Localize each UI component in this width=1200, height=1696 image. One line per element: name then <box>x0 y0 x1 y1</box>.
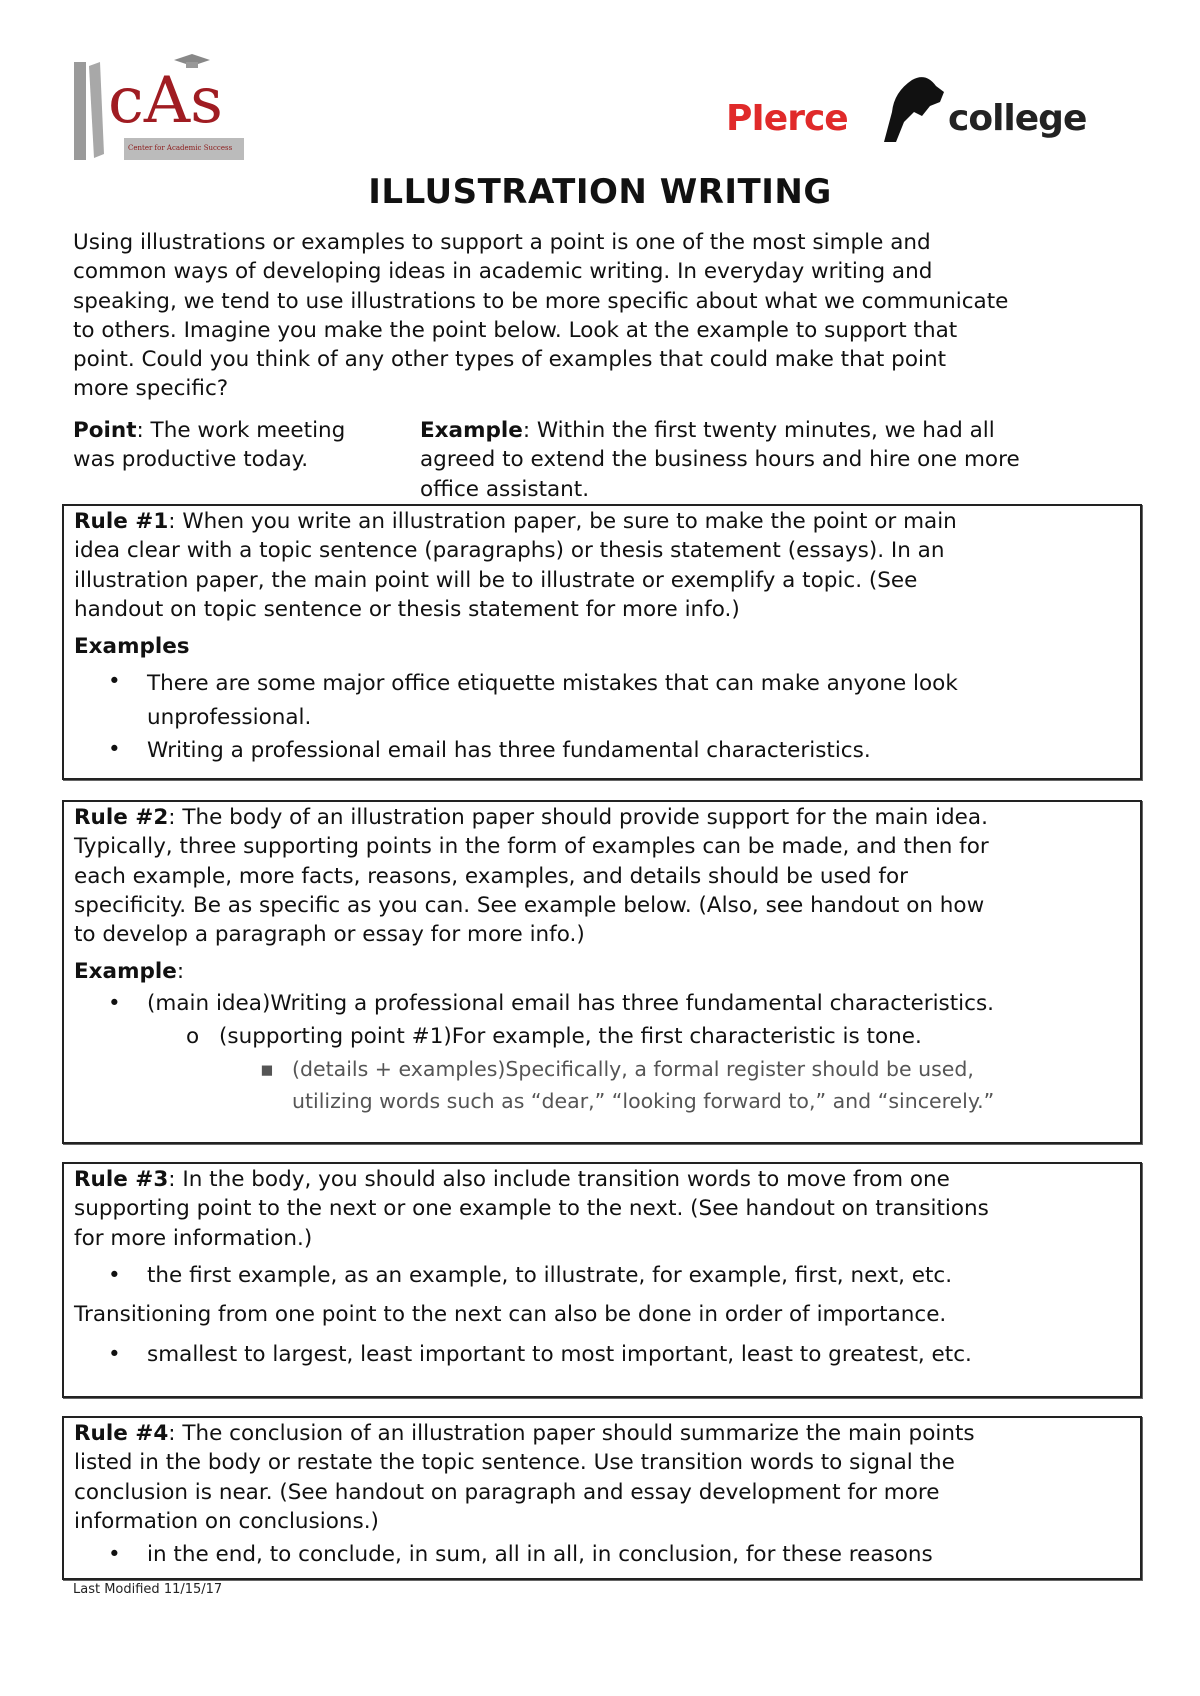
pierce-word: PIerce <box>726 98 848 139</box>
rule-text: for more information.) <box>74 1225 313 1251</box>
bullet-text: Writing a professional email has three fundamental characteristics. <box>147 738 871 764</box>
rule-text: Transitioning from one point to the next can also be done in order of importance. <box>74 1301 947 1327</box>
bison-icon <box>874 72 954 144</box>
page-title: ILLUSTRATION WRITING <box>368 172 832 212</box>
rule-4-box <box>62 1416 1142 1580</box>
rule-text: illustration paper, the main point will be to illustrate or exemplify a topic. (See <box>74 567 918 593</box>
example-heading: Example <box>74 959 177 985</box>
bullet-text: (details + examples)Specifically, a formal register should be used, <box>292 1056 974 1081</box>
intro-line: Using illustrations or examples to support a point is one of the most simple and <box>73 230 931 255</box>
last-modified: Last Modified 11/15/17 <box>73 1582 223 1597</box>
square-bullet-icon: ▪ <box>260 1056 274 1081</box>
rule-text: handout on topic sentence or thesis statement for more info.) <box>74 596 740 622</box>
rule-2-box <box>62 800 1142 1144</box>
college-word: college <box>948 98 1087 139</box>
intro-line: more specific? <box>73 376 229 402</box>
list-item-level-2 <box>74 1020 994 1053</box>
bullet-icon: • <box>108 1542 121 1568</box>
rule-text: each example, more facts, reasons, examples, and details should be used for <box>74 863 908 889</box>
rule-text: supporting point to the next or one example to the next. (See handout on transitions <box>74 1196 989 1222</box>
point-text: was productive today. <box>73 447 309 473</box>
rule-text: specificity. Be as specific as you can. See example below. (Also, see handout on how <box>74 892 985 918</box>
bullet-text: the first example, as an example, to illustrate, for example, first, next, etc. <box>147 1262 953 1288</box>
bullet-text: in the end, to conclude, in sum, all in all, in conclusion, for these reasons <box>147 1542 933 1568</box>
point-column <box>73 416 345 475</box>
example-text: agreed to extend the business hours and hire one more <box>420 447 1020 473</box>
point-label: Point <box>73 418 137 443</box>
colon: : <box>176 959 185 985</box>
rule-text: : The body of an illustration paper should provide support for the main idea. <box>168 805 988 830</box>
rule-label: Rule #2 <box>74 805 169 830</box>
intro-line: common ways of developing ideas in academic writing. In everyday writing and <box>73 259 933 285</box>
bullet-text: utilizing words such as “dear,” “looking forward to,” and “sincerely.” <box>292 1088 995 1113</box>
intro-line: to others. Imagine you make the point below. Look at the example to support that <box>73 317 958 343</box>
rule-label: Rule #4 <box>74 1421 169 1446</box>
bullet-text: There are some major office etiquette mistakes that can make anyone look <box>147 671 958 697</box>
pierce-college-logo <box>726 72 1116 152</box>
bullet-icon: • <box>108 737 121 763</box>
list-item <box>74 667 958 735</box>
rule-3-box <box>62 1162 1142 1398</box>
list-item <box>74 735 958 767</box>
bullet-icon: • <box>108 1262 121 1288</box>
cas-subtitle: Center for Academic Success <box>128 144 233 152</box>
rule-1-box <box>62 504 1142 780</box>
list-item <box>74 1336 989 1374</box>
rule-text: idea clear with a topic sentence (paragraphs) or thesis statement (essays). In an <box>74 538 945 564</box>
rule-text: listed in the body or restate the topic sentence. Use transition words to signal the <box>74 1450 955 1476</box>
rule-text: : The conclusion of an illustration paper should summarize the main points <box>168 1421 975 1446</box>
rule-text: conclusion is near. (See handout on paragraph and essay development for more <box>74 1479 940 1505</box>
example-text: office assistant. <box>420 476 590 502</box>
bullet-text: (supporting point #1)For example, the first characteristic is tone. <box>219 1023 922 1049</box>
bullet-text: (main idea)Writing a professional email has three fundamental characteristics. <box>147 990 995 1016</box>
example-column <box>420 416 1020 504</box>
example-text: : Within the first twenty minutes, we had all <box>522 418 995 443</box>
list-item-level-1 <box>74 987 994 1020</box>
rule-text: to develop a paragraph or essay for more info.) <box>74 922 585 948</box>
rule-text: Typically, three supporting points in the form of examples can be made, and then for <box>74 834 989 860</box>
circle-bullet-icon: o <box>186 1023 200 1049</box>
intro-line: point. Could you think of any other types of examples that could make that point <box>73 347 946 373</box>
list-item-level-3 <box>74 1053 994 1117</box>
bullet-icon: • <box>108 990 121 1016</box>
cas-letters: cAs <box>108 64 223 138</box>
bullet-icon: • <box>108 1341 121 1367</box>
point-text: : The work meeting <box>136 418 346 443</box>
example-label: Example <box>420 418 523 443</box>
bullet-text: smallest to largest, least important to most important, least to greatest, etc. <box>147 1341 972 1367</box>
bullet-icon: • <box>108 669 121 695</box>
list-item <box>74 1258 989 1294</box>
list-item <box>74 1536 975 1574</box>
rule-text: information on conclusions.) <box>74 1508 379 1534</box>
bullet-text: unprofessional. <box>147 705 312 731</box>
rule-label: Rule #3 <box>74 1167 169 1192</box>
intro-paragraph <box>73 228 1008 404</box>
intro-line: speaking, we tend to use illustrations to be more specific about what we communicate <box>73 288 1009 314</box>
examples-heading: Examples <box>74 634 190 660</box>
cas-logo <box>74 54 246 162</box>
rule-text: : In the body, you should also include transition words to move from one <box>168 1167 950 1192</box>
rule-text: : When you write an illustration paper, be sure to make the point or main <box>168 509 957 534</box>
rule-label: Rule #1 <box>74 509 169 534</box>
